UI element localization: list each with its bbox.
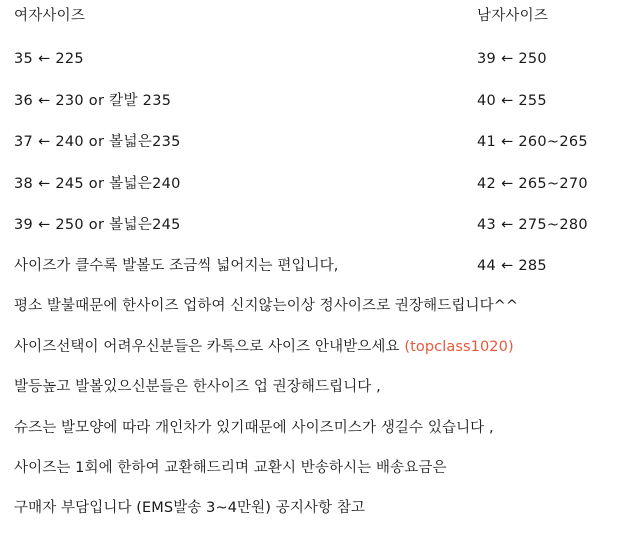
note-text: 구매자 부담입니다 (EMS발송 3~4만원) 공지사항 참고 [14,500,366,517]
note-text: 슈즈는 발모양에 따라 개인차가 있기때문에 사이즈미스가 생길수 있습니다 , [14,419,494,436]
note-text: 사이즈선택이 어려우신분들은 카톡으로 사이즈 안내받으세요 [14,338,405,355]
note-text: 발등높고 발볼있으신분들은 한사이즈 업 권장해드립니다 , [14,379,381,396]
men-size-row: 43 ← 275~280 [477,216,588,233]
note-text: 평소 발불때문에 한사이즈 업하여 신지않는이상 정사이즈로 권장해드립니다^^ [14,298,519,315]
women-size-row: 39 ← 250 or 볼넓은245 [14,216,181,233]
men-size-row: 41 ← 260~265 [477,134,588,151]
men-size-row: 39 ← 250 [477,51,547,68]
kakao-id: (topclass1020) [404,338,514,355]
women-size-row: 36 ← 230 or 칼발 235 [14,92,172,109]
note-line [14,298,634,315]
women-size-header: 여자사이즈 [14,8,86,24]
notes-section [14,258,634,541]
women-size-row: 37 ← 240 or 볼넓은235 [14,134,181,151]
men-size-row: 42 ← 265~270 [477,175,588,192]
women-size-row: 35 ← 225 [14,51,84,68]
note-line [14,379,634,396]
note-line-kakao [14,339,634,356]
note-text: 사이즈는 1회에 한하여 교환해드리며 교환시 반송하시는 배송요금은 [14,459,447,476]
note-line [14,258,634,275]
women-size-column [14,8,474,258]
men-size-header: 남자사이즈 [477,8,549,24]
women-size-row: 38 ← 245 or 볼넓은240 [14,175,181,192]
men-size-row: 44 ← 285 [477,258,547,275]
men-size-column [477,8,637,300]
men-size-row: 40 ← 255 [477,92,547,109]
note-line [14,420,634,437]
note-text: 사이즈가 클수록 발볼도 조금씩 넓어지는 편입니다, [14,258,339,274]
note-line [14,460,634,477]
note-line [14,500,634,517]
